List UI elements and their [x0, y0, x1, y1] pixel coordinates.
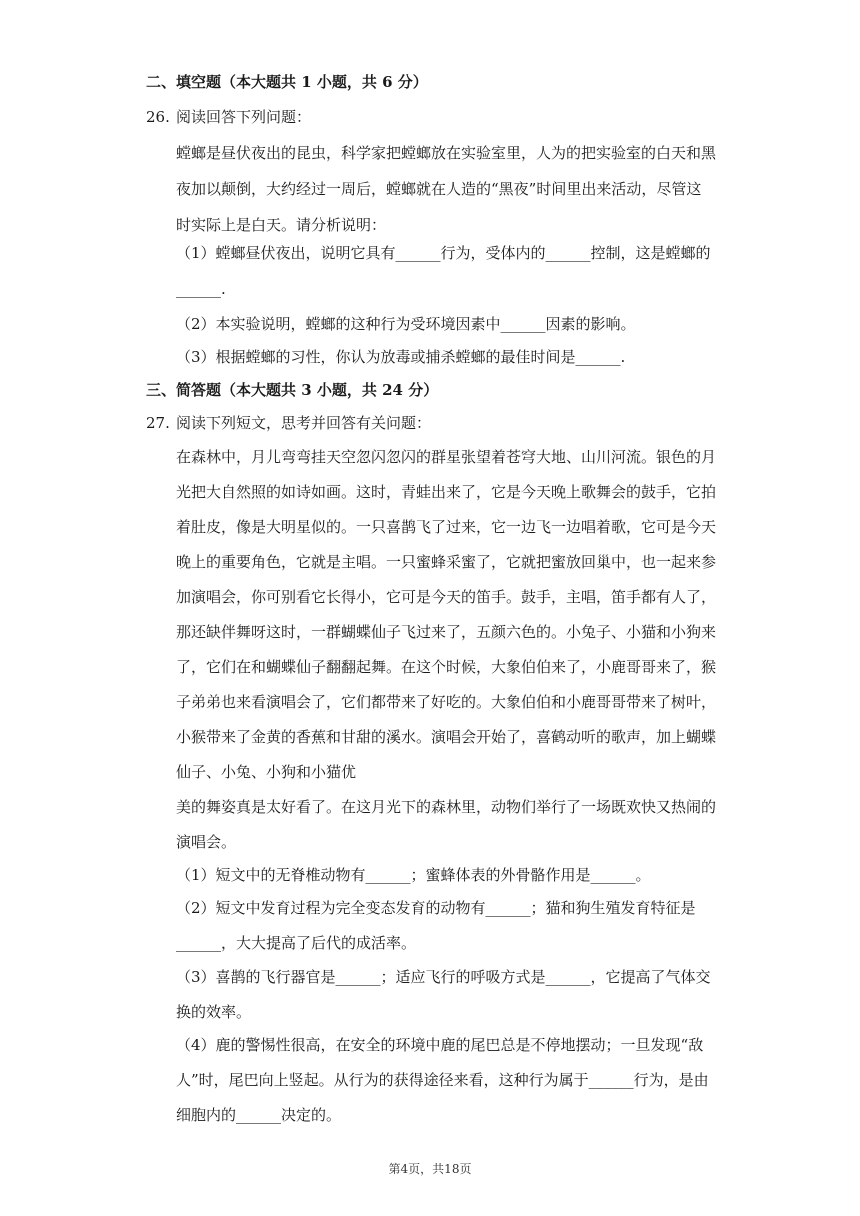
- q27-number: 27.: [146, 414, 170, 432]
- q27-passage-line: 演唱会。: [176, 833, 237, 851]
- q27-item-2-cont: ______，大大提高了后代的成活率。: [176, 934, 417, 952]
- q27-prompt: 阅读下列短文，思考并回答有关问题：: [176, 414, 432, 432]
- q27-passage-line: 了，它们在和蝴蝶仙子翻翻起舞。在这个时候，大象伯伯来了，小鹿哥哥来了，猴: [176, 658, 717, 676]
- q26-item-2: （2）本实验说明，螳螂的这种行为受环境因素中______因素的影响。: [176, 315, 636, 333]
- q26-prompt: 阅读回答下列问题：: [176, 108, 312, 126]
- q27-passage-line: 在森林中，月儿弯弯挂天空忽闪忽闪的群星张望着苍穹大地、山川河流。银色的月: [176, 448, 717, 466]
- q27-passage-line: 美的舞姿真是太好看了。在这月光下的森林里，动物们举行了一场既欢快又热闹的: [176, 798, 717, 816]
- page-footer: 第4页，共18页: [388, 1162, 472, 1176]
- q27-item-4-cont: 人”时，尾巴向上竖起。从行为的获得途径来看，这种行为属于______行为，是由: [176, 1071, 709, 1089]
- q26-passage-line: 时实际上是白天。请分析说明：: [176, 216, 387, 234]
- q26-item-3: （3）根据螳螂的习性，你认为放毒或捕杀螳螂的最佳时间是______.: [176, 348, 626, 366]
- q26-item-1-cont: ______.: [176, 280, 226, 298]
- q27-passage-line: 子弟弟也来看演唱会了，它们都带来了好吃的。大象伯伯和小鹿哥哥带来了树叶，: [176, 693, 717, 711]
- q26-passage-line: 夜加以颠倒，大约经过一周后，螳螂就在人造的“黑夜”时间里出来活动，尽管这: [176, 180, 702, 198]
- q27-passage-line: 加演唱会，你可别看它长得小，它可是今天的笛手。鼓手，主唱，笛手都有人了，: [176, 588, 717, 606]
- q27-item-3: （3）喜鹊的飞行器官是______；适应飞行的呼吸方式是______，它提高了气体交: [176, 968, 711, 986]
- q27-passage-line: 小猴带来了金黄的香蕉和甘甜的溪水。演唱会开始了，喜鹤动听的歌声，加上蝴蝶: [176, 728, 717, 746]
- q27-passage-line: 仙子、小兔、小狗和小猫优: [176, 763, 357, 781]
- q27-passage-line: 着肚皮，像是大明星似的。一只喜鹊飞了过来，它一边飞一边唱着歌，它可是今天: [176, 518, 717, 536]
- q27-item-1: （1）短文中的无脊椎动物有______；蜜蜂体表的外骨骼作用是______。: [176, 866, 651, 884]
- q27-passage-line: 晚上的重要角色，它就是主唱。一只蜜蜂采蜜了，它就把蜜放回巢中，也一起来参: [176, 553, 717, 571]
- q27-item-2: （2）短文中发育过程为完全变态发育的动物有______；猫和狗生殖发育特征是: [176, 899, 696, 917]
- q27-item-3-cont: 换的效率。: [176, 1003, 252, 1021]
- section-2-title: 二、填空题（本大题共 1 小题，共 6 分）: [146, 73, 428, 91]
- q27-item-4-cont: 细胞内的______决定的。: [176, 1106, 342, 1124]
- q27-passage-line: 那还缺伴舞呀这时，一群蝴蝶仙子飞过来了，五颜六色的。小兔子、小猫和小狗来: [176, 623, 717, 641]
- section-3-title: 三、简答题（本大题共 3 小题，共 24 分）: [146, 381, 439, 399]
- q26-item-1: （1）螳螂昼伏夜出，说明它具有______行为，受体内的______控制，这是螳螂的: [176, 244, 711, 262]
- q26-passage-line: 螳螂是昼伏夜出的昆虫，科学家把螳螂放在实验室里，人为的把实验室的白天和黑: [176, 144, 717, 162]
- q26-number: 26.: [146, 108, 170, 126]
- q27-passage-line: 光把大自然照的如诗如画。这时，青蛙出来了，它是今天晚上歌舞会的鼓手，它拍: [176, 483, 717, 501]
- q27-item-4: （4）鹿的警惕性很高，在安全的环境中鹿的尾巴总是不停地摆动；一旦发现“敌: [176, 1036, 704, 1054]
